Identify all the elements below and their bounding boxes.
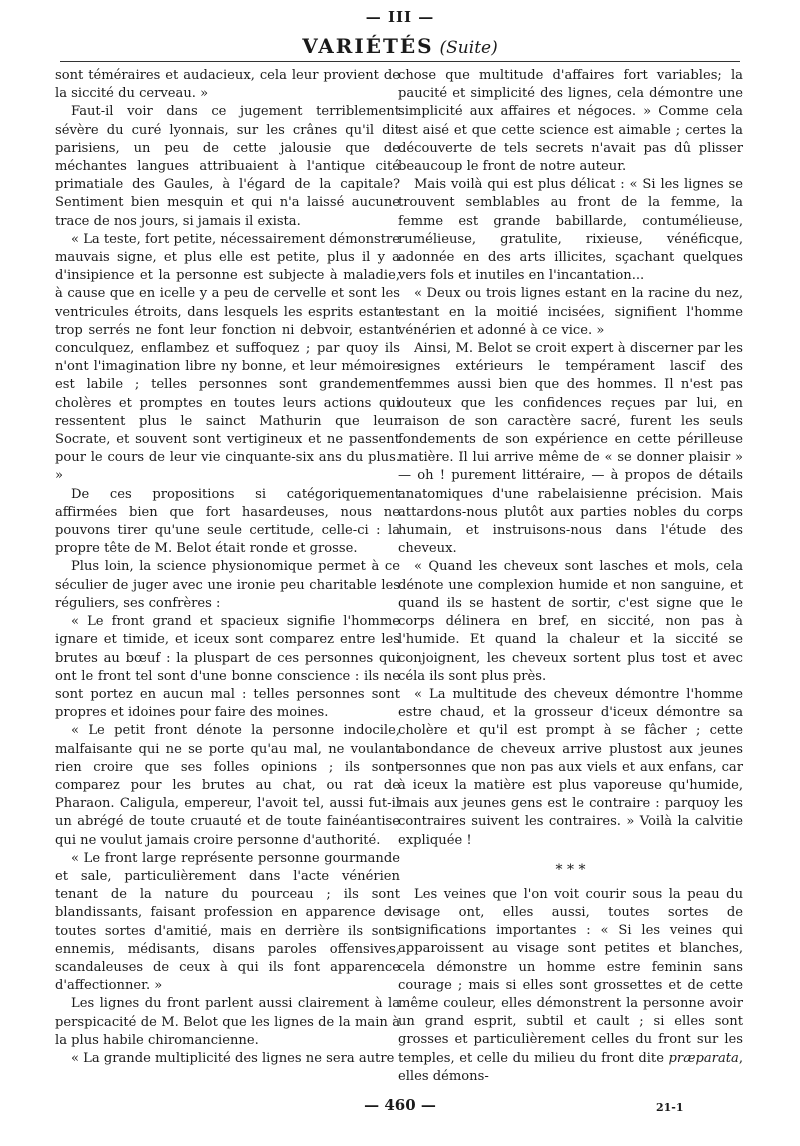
header-rule: [60, 61, 740, 62]
paragraph: « Le front large représente personne gourmande et sale, particulièrement dans l'acte vénérien tenant de la nature du pourceau ; ils sont blandissants, faisant profession en apparence de toutes sortes d'amitié, mais en derrière ils sont ennemis, médisants, disans paroles offensives, scandaleuses de ceux à qui ils font apparence d'affectionner. »: [55, 850, 400, 994]
paragraph: De ces propositions si catégoriquement affirmées bien que fort hasardeuses, nous ne pouvons tirer qu'une seule certitude, celle-ci : la propre tête de M. Belot était ronde et grosse.: [55, 486, 400, 557]
printer-signature: 21-1: [656, 1101, 684, 1114]
paragraph: Ainsi, M. Belot se croit expert à discerner par les signes extérieurs le tempérament lascif des femmes aussi bien que des hommes. Il n'est pas douteux que les confidences reçues par lui, en raison de son caractère sacré, furent les seuls fondements de son expérience en cette périlleuse matière. Il lui arrive même de « se donner plaisir » — oh ! purement littéraire, — à propos de détails anatomiques d'une rabelaisienne précision. Mais attardons-nous plutôt aux parties nobles du corps humain, et instruisons-nous dans l'étude des cheveux.: [398, 341, 743, 557]
paragraph-text-end: , elles démons-: [398, 1050, 743, 1084]
paragraph-text: Les veines que l'on voit courir sous la peau du visage ont, elles aussi, toutes sortes de significations importantes : « Si les veines qui apparoissent au visage sont petites et blanches, cela démonstre un homme estre feminin sans courage ; mais si elles sont grossettes et de cette même couleur, elles démonstrent la personne avoir un grand esprit, subtil et cault ; si elles sont grosses et particulièrement celles du front sur les temples, et celle du milieu du front dite: [398, 886, 743, 1066]
paragraph: [398, 886, 743, 1086]
paragraph: sont téméraires et audacieux, cela leur provient de la siccité du cerveau. »: [55, 68, 400, 102]
right-text-column: [398, 67, 743, 1086]
paragraph: Plus loin, la science physionomique permet à ce séculier de juger avec une ironie peu charitable les réguliers, ses confrères :: [55, 559, 400, 611]
section-separator-asterism: * * *: [555, 861, 586, 878]
paragraph: Les lignes du front parlent aussi clairement à la perspicacité de M. Belot que les lignes de la main à la plus habile chiromancienne.: [55, 996, 400, 1048]
italic-term: præparata: [668, 1050, 739, 1066]
paragraph: chose que multitude d'affaires fort variables; la paucité et simplicité des lignes, cela démontre une simplicité aux affaires et négoces. » Comme cela est aisé et que cette science est aimable ; certes la découverte de tels secrets n'avait pas dû plisser beaucoup le front de notre auteur.: [398, 68, 743, 175]
paragraph: « Le petit front dénote la personne indocile, malfaisante qui ne se porte qu'au mal, ne voulant rien croire que ses folles opinions ; ils sont comparez pour les brutes au chat, ou rat de Pharaon. Caligula, empereur, l'avoit tel, aussi fut-il un abrégé de toute cruauté et de toute fainéantise qui ne voulut jamais croire personne d'authorité.: [55, 723, 400, 848]
section-title-suite: (Suite): [439, 38, 498, 58]
paragraph: « Quand les cheveux sont lasches et mols, cela dénote une complexion humide et non sanguine, et quand ils se hastent de sortir, c'est signe que le corps délinera en bref, en siccité, non pas à l'humide. Et quand la chaleur et la siccité se conjoignent, les cheveux sortent plus tost et avec céla ils sont plus près.: [398, 559, 743, 684]
paragraph: Faut-il voir dans ce jugement terriblement sévère du curé lyonnais, sur les crânes qu'il dit parisiens, un peu de cette jalousie que de méchantes langues attribuaient à l'antique cité primatiale des Gaules, à l'égard de la capitale? Sentiment bien mesquin et qui n'a laissé aucune trace de nos jours, si jamais il exista.: [55, 104, 400, 229]
paragraph: « Le front grand et spacieux signifie l'homme ignare et timide, et iceux sont comparez entre les brutes au bœuf : la pluspart de ces personnes qui ont le front tel sont d'une bonne conscience : ils ne sont portez en aucun mal : telles personnes sont propres et idoines pour faire des moines.: [55, 614, 400, 721]
paragraph: Mais voilà qui est plus délicat : « Si les lignes se trouvent semblables au front de la femme, la femme est grande babillarde, contumélieuse, rumélieuse, gratulite, rixieuse, vénéficque, adonnée en des arts illicites, sçachant quelques vers fols et inutiles en l'incantation...: [398, 177, 743, 284]
section-title: VARIÉTÉS: [302, 34, 434, 58]
paragraph: « La multitude des cheveux démontre l'homme estre chaud, et la grosseur d'iceux démontre sa cholère et qu'il est prompt à se fâcher ; cette abondance de cheveux arrive plustost aux jeunes personnes que non pas aux viels et aux enfans, car à iceux la matière est plus vaporeuse qu'humide, mais aux jeunes gens est le contraire : parquoy les contraires suivent les contraires. » Voilà la calvitie expliquée !: [398, 686, 743, 848]
paragraph: « Deux ou trois lignes estant en la racine du nez, estant en la moitié incisées, signifient l'homme vénérien et adonné à ce vice. »: [398, 286, 743, 338]
page-number: — 460 —: [364, 1096, 436, 1114]
running-header-title: [0, 34, 800, 58]
paragraph: « La teste, fort petite, nécessairement démonstre mauvais signe, et plus elle est petite, plus il y a d'insipience et la personne est subjecte à maladie, à cause que en icelle y a peu de cervelle et sont les ventricules étroits, dans lesquels les esprits estant trop serrés ne font leur fonction ni debvoir, estant conculquez, enflambez et suffoquez ; par quoy ils n'ont l'imagination libre ny bonne, et leur mémoire est labile ; telles personnes sont grandement cholères et promptes en toutes leurs actions qui ressentent plus le sainct Mathurin que leur Socrate, et souvent sont vertigineux et ne passent pour le cours de leur vie cinquante-six ans du plus. »: [55, 231, 400, 484]
running-header-page-number: — III —: [365, 8, 435, 26]
left-text-column: [55, 67, 400, 1068]
paragraph: « La grande multiplicité des lignes ne sera autre: [71, 1050, 395, 1066]
